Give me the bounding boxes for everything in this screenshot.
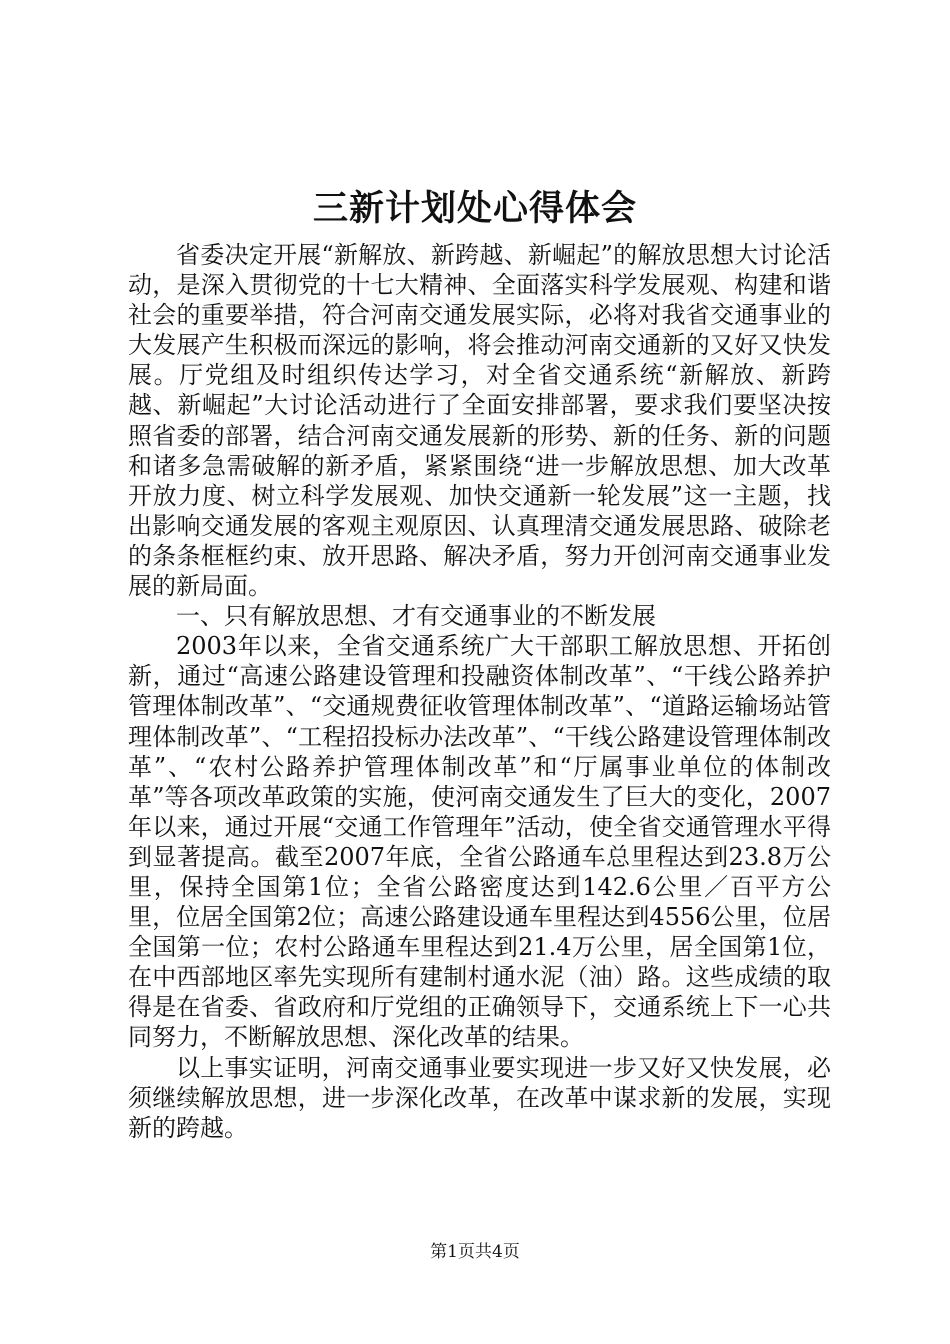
page-footer	[0, 1240, 950, 1264]
paragraph-intro: 省委决定开展“新解放、新跨越、新崛起”的解放思想大讨论活动，是深入贯彻党的十七大精神、全面落实科学发展观、构建和谐社会的重要举措，符合河南交通发展实际，必将对我省交通事业的大发展产生积极而深远的影响，将会推动河南交通新的又好又快发展。厅党组及时组织传达学习，对全省交通系统“新解放、新跨越、新崛起”大讨论活动进行了全面安排部署，要求我们要坚决按照省委的部署，结合河南交通发展新的形势、新的任务、新的问题和诸多急需破解的新矛盾，紧紧围绕“进一步解放思想、加大改革开放力度、树立科学发展观、加快交通新一轮发展”这一主题，找出影响交通发展的客观主观原因、认真理清交通发展思路、破除老的条条框框约束、放开思路、解决矛盾，努力开创河南交通事业发展的新局面。	[128, 241, 831, 601]
page-number: 第1页	[430, 1242, 475, 1262]
paragraph-conclusion: 以上事实证明，河南交通事业要实现进一步又好又快发展，必须继续解放思想，进一步深化改革，在改革中谋求新的发展，实现新的跨越。	[128, 1053, 831, 1142]
document-body	[128, 240, 831, 1143]
section-heading-1: 一、只有解放思想、才有交通事业的不断发展	[176, 602, 656, 631]
paragraph-achievements: 2003年以来，全省交通系统广大干部职工解放思想、开拓创新，通过“高速公路建设管理和投融资体制改革”、“干线公路养护管理体制改革”、“交通规费征收管理体制改革”、“道路运输场站管理体制改革”、“工程招投标办法改革”、“干线公路建设管理体制改革”、“农村公路养护管理体制改革”和“厅属事业单位的体制改革”等各项改革政策的实施，使河南交通发生了巨大的变化，2007年以来，通过开展“交通工作管理年”活动，使全省交通管理水平得到显著提高。截至2007年底，全省公路通车总里程达到23.8万公里，保持全国第1位；全省公路密度达到142.6公里／百平方公里，位居全国第2位；高速公路建设通车里程达到4556公里，位居全国第一位；农村公路通车里程达到21.4万公里，居全国第1位，在中西部地区率先实现所有建制村通水泥（油）路。这些成绩的取得是在省委、省政府和厅党组的正确领导下，交通系统上下一心共同努力，不断解放思想、深化改革的结果。	[128, 632, 831, 1052]
page-total: 共4页	[475, 1242, 520, 1262]
document-title: 三新计划处心得体会	[312, 188, 637, 229]
